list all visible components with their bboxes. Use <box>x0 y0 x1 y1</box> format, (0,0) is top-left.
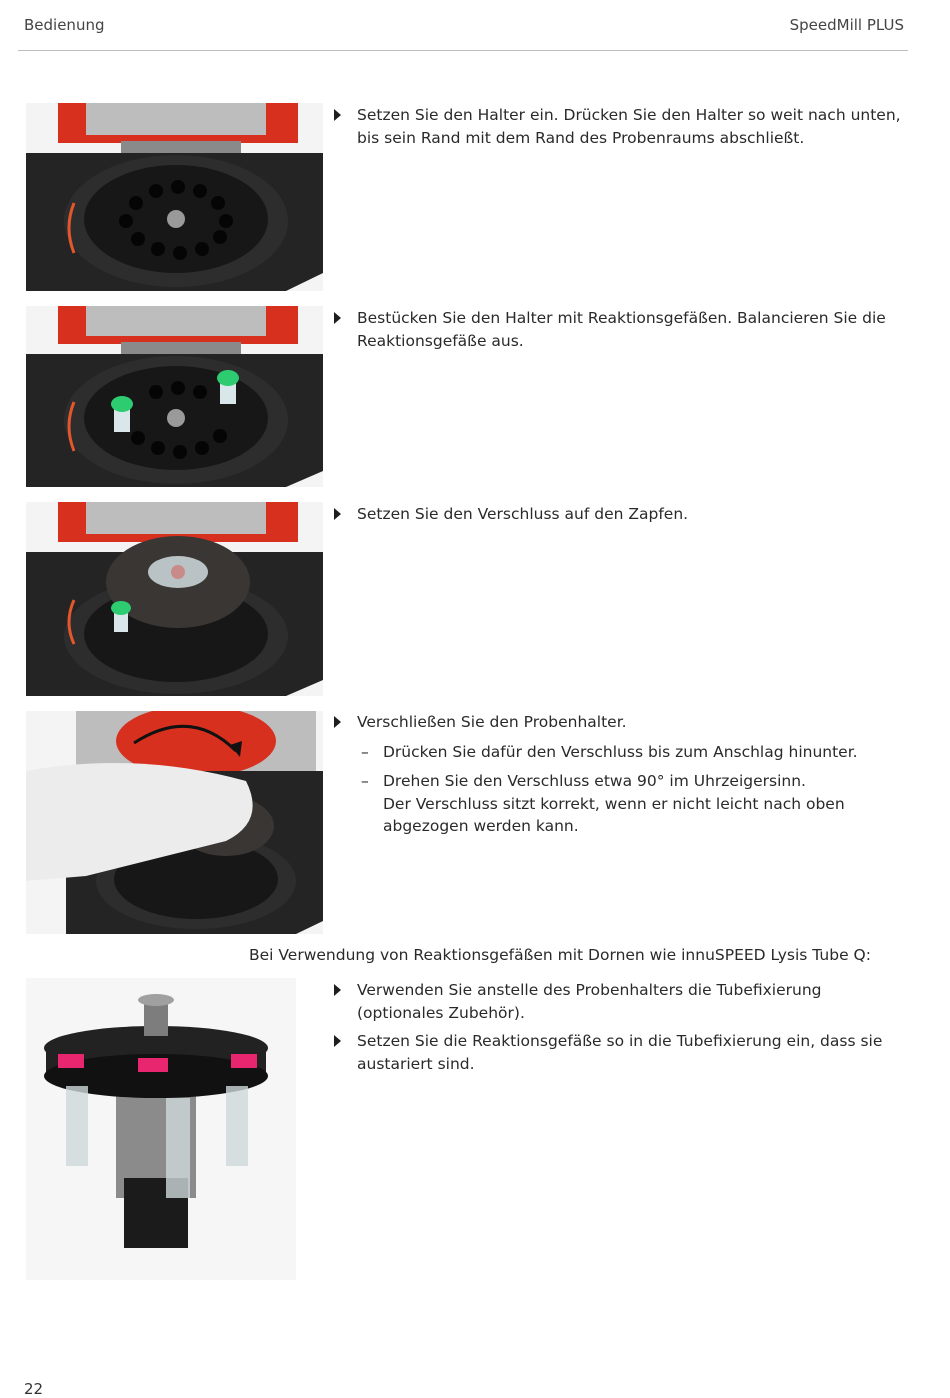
step-text: Setzen Sie den Verschluss auf den Zapfen. <box>357 505 689 523</box>
instruction-step-q2 <box>334 1030 904 1075</box>
dash-bullet-icon: – <box>361 772 369 790</box>
photo-tube-fixation <box>26 978 296 1280</box>
instruction-step-q1 <box>334 979 904 1024</box>
instruction-step-4 <box>334 711 904 734</box>
step-text: Bestücken Sie den Halter mit Reaktionsgefäßen. Balancieren Sie die Reaktionsgefäße aus. <box>357 309 886 350</box>
header-section: Bedienung <box>24 16 105 34</box>
lysis-tube-intro: Bei Verwendung von Reaktionsgefäßen mit Dornen wie innuSPEED Lysis Tube Q: <box>249 946 871 964</box>
triangle-bullet-icon <box>334 716 341 728</box>
substep-text: Drücken Sie dafür den Verschluss bis zum Anschlag hinunter. <box>383 743 858 761</box>
instruction-step-1 <box>334 104 904 149</box>
triangle-bullet-icon <box>334 109 341 121</box>
triangle-bullet-icon <box>334 1035 341 1047</box>
triangle-bullet-icon <box>334 984 341 996</box>
photo-closing-holder <box>26 711 323 934</box>
header-divider <box>18 50 908 51</box>
photo-tubes-loaded <box>26 306 323 487</box>
dash-bullet-icon: – <box>361 743 369 761</box>
substep-2 <box>361 770 901 838</box>
step-text: Verwenden Sie anstelle des Probenhalters die Tubefixierung (optionales Zubehör). <box>357 981 822 1022</box>
triangle-bullet-icon <box>334 312 341 324</box>
step-text: Setzen Sie den Halter ein. Drücken Sie den Halter so weit nach unten, bis sein Rand mit dem Rand des Probenraums abschließt. <box>357 106 901 147</box>
photo-holder-inserted <box>26 103 323 291</box>
instruction-step-3 <box>334 503 904 526</box>
header-product: SpeedMill PLUS <box>789 16 904 34</box>
photo-closure-placed <box>26 502 323 696</box>
step-text: Setzen Sie die Reaktionsgefäße so in die Tubefixierung ein, dass sie austariert sind. <box>357 1032 883 1073</box>
triangle-bullet-icon <box>334 508 341 520</box>
instruction-step-2 <box>334 307 904 352</box>
page-number: 22 <box>24 1380 44 1398</box>
step-text: Verschließen Sie den Probenhalter. <box>357 713 627 731</box>
substep-1 <box>361 741 901 764</box>
substep-text: Drehen Sie den Verschluss etwa 90° im Uhrzeigersinn. Der Verschluss sitzt korrekt, wenn er nicht leicht nach oben abgezogen werden kann. <box>383 772 845 835</box>
